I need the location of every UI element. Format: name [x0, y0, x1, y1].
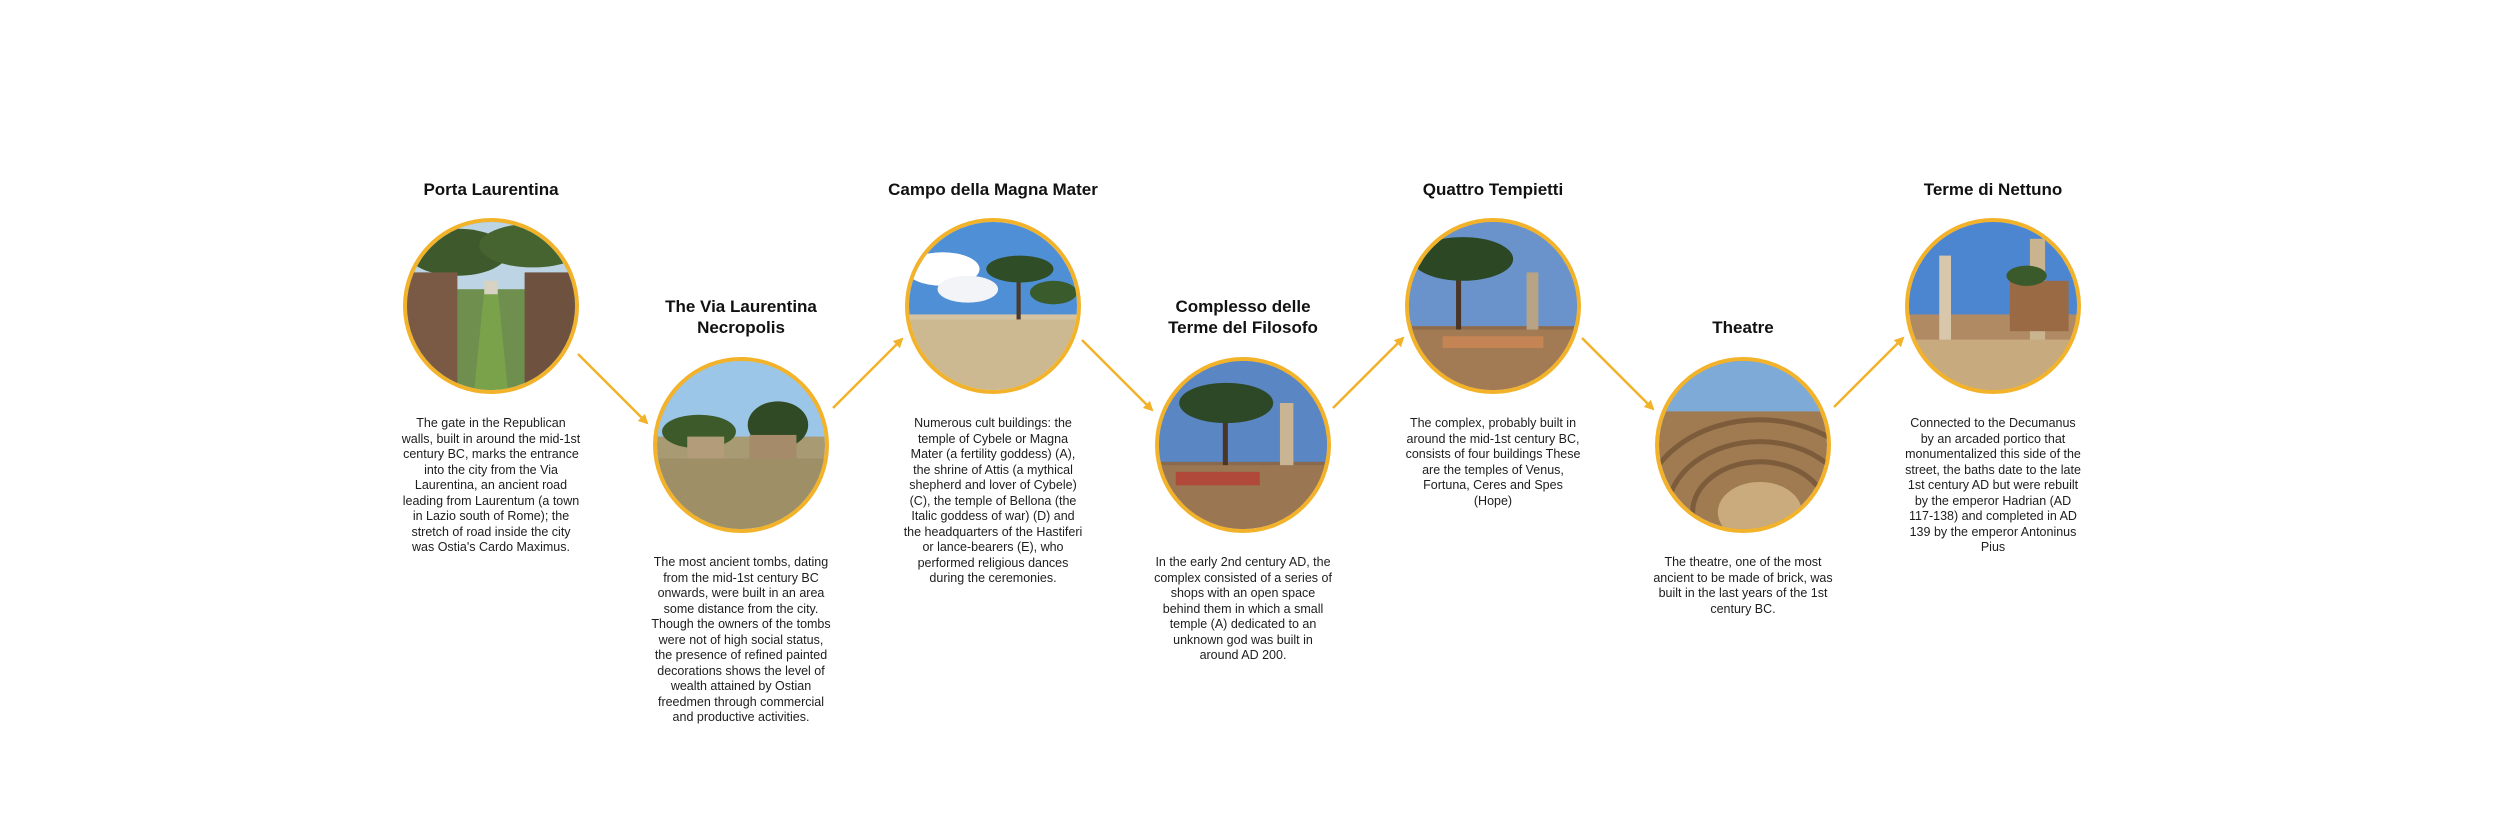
photo-complesso-terme-del-filosofo [1155, 357, 1331, 533]
photo-via-laurentina-necropolis [653, 357, 829, 533]
stop-description: The most ancient tombs, dating from the mid-1st century BC onwards, were built in an area some distance from the city. Though the owners of the tombs were not of high social status, the presence of refined painted decorations shows the level of wealth attained by Ostian freedmen through commercial and productive activities. [651, 555, 831, 724]
arrow-4-to-5 [1333, 338, 1403, 408]
arrow-6-to-7 [1834, 338, 1903, 407]
stop-title: Porta Laurentina [423, 180, 559, 199]
photo-campo-della-magna-mater [905, 218, 1081, 394]
photo-quattro-tempietti [1405, 218, 1581, 394]
stop-title: Quattro Tempietti [1422, 180, 1564, 199]
stop-description: In the early 2nd century AD, the complex consisted of a series of shops with an open space behind them in which a small temple (A) dedicated to an unknown god was built in around AD 200. [1154, 555, 1332, 662]
arrow-3-to-4 [1082, 340, 1152, 410]
arrow-2-to-3 [833, 339, 902, 408]
photo-theatre [1655, 357, 1831, 533]
stop-description: The complex, probably built in around the mid-1st century BC, consists of four buildings These are the temples of Venus, Fortuna, Ceres and Spes (Hope) [1405, 416, 1581, 508]
stop-description: Connected to the Decumanus by an arcaded portico that monumentalized this side of the street, the baths date to the late 1st century AD but were rebuilt by the emperor Hadrian (AD 117-138) and completed in AD 139 by the emperor Antoninus Pius [1905, 416, 2081, 554]
stop-description: The theatre, one of the most ancient to be made of brick, was built in the last years of the 1st century BC. [1653, 555, 1833, 616]
arrow-1-to-2 [578, 354, 647, 423]
stop-description: The gate in the Republican walls, built in around the mid-1st century BC, marks the entrance into the city from the Via Laurentina, an ancient road leading from Laurentum (a town in Lazio south of Rome); the stretch of road inside the city was Ostia's Cardo Maximus. [401, 416, 581, 554]
stop-title: Complesso delle Terme del Filosofo [1168, 297, 1318, 337]
stop-title: Campo della Magna Mater [888, 180, 1098, 199]
photo-terme-di-nettuno [1905, 218, 2081, 394]
photo-porta-laurentina [403, 218, 579, 394]
arrow-5-to-6 [1582, 338, 1653, 409]
stop-title: Theatre [1712, 318, 1774, 337]
stop-description: Numerous cult buildings: the temple of Cybele or Magna Mater (a fertility goddess) (A), the shrine of Attis (a mythical shepherd and lover of Cybele) (C), the temple of Bellona (the Italic goddess of war) (D) and the headquarters of the Hastiferi or lance-bearers (E), who performed religious dances during the ceremonies. [903, 416, 1083, 585]
stop-title: Terme di Nettuno [1923, 180, 2063, 199]
stop-title: The Via Laurentina Necropolis [665, 297, 817, 337]
